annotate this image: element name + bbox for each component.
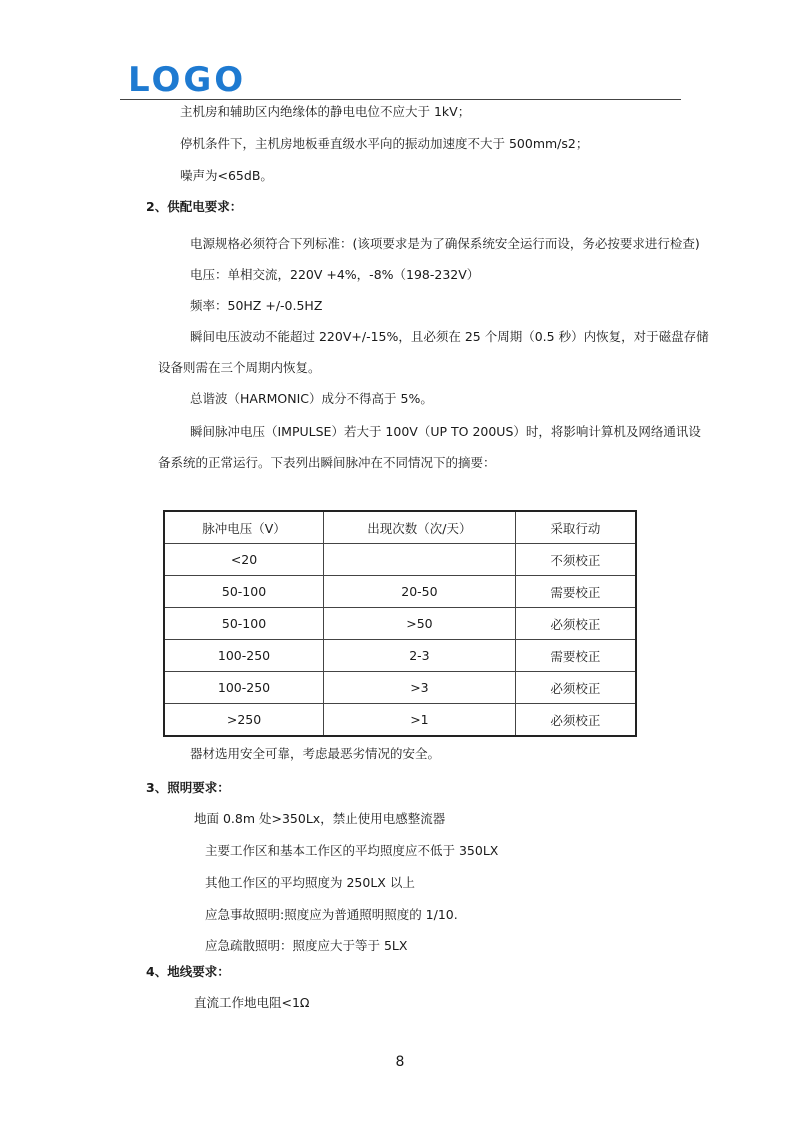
table-row [164,544,636,576]
table-cell: 50-100 [164,608,324,640]
section-heading-lighting: 3、照明要求： [146,780,230,795]
table-cell: 需要校正 [515,640,636,672]
table-row [164,608,636,640]
table-cell: >250 [164,704,324,737]
table-cell: 100-250 [164,640,324,672]
table-cell: <20 [164,544,324,576]
intro-line: 停机条件下，主机房地板垂直级水平向的振动加速度不大于 500mm/s2； [180,136,589,151]
paragraph-line: 电压：单相交流，220V +4%，-8%（198-232V） [190,267,480,282]
header-divider [120,99,681,100]
table-cell: 100-250 [164,672,324,704]
logo: LOGO [128,60,247,100]
table-header-cell: 采取行动 [515,511,636,544]
table-cell: >50 [324,608,516,640]
table-row [164,640,636,672]
table-header-cell: 脉冲电压（V） [164,511,324,544]
table-cell: 2-3 [324,640,516,672]
paragraph-line: 应急事故照明:照度应为普通照明照度的 1/10. [205,907,458,922]
table-cell: >3 [324,672,516,704]
page-number: 8 [395,1054,405,1070]
paragraph-line: 备系统的正常运行。下表列出瞬间脉冲在不同情况下的摘要： [158,455,496,470]
table-cell: 50-100 [164,576,324,608]
pulse-voltage-table [163,510,637,737]
paragraph-line: 主要工作区和基本工作区的平均照度应不低于 350LX [205,843,499,858]
table-cell: 20-50 [324,576,516,608]
table-cell: >1 [324,704,516,737]
paragraph-line: 总谐波（HARMONIC）成分不得高于 5%。 [190,391,433,406]
paragraph-line: 地面 0.8m 处>350Lx，禁止使用电感整流器 [194,811,446,826]
table-row [164,704,636,737]
table-header-row [164,511,636,544]
table-note: 器材选用安全可靠，考虑最恶劣情况的安全。 [190,746,441,761]
table-cell: 需要校正 [515,576,636,608]
table-cell: 必须校正 [515,672,636,704]
paragraph-line: 电源规格必须符合下列标准：(该项要求是为了确保系统安全运行而设，务必按要求进行检查) [190,236,700,251]
paragraph-line: 其他工作区的平均照度为 250LX 以上 [205,875,415,890]
table-cell: 必须校正 [515,608,636,640]
intro-line: 噪声为<65dB。 [180,168,273,183]
table-cell: 必须校正 [515,704,636,737]
section-heading-ground: 4、地线要求： [146,964,230,979]
table-header-cell: 出现次数（次/天） [324,511,516,544]
table-row [164,576,636,608]
paragraph-line: 瞬间电压波动不能超过 220V+/-15%，且必须在 25 个周期（0.5 秒）内恢复，对于磁盘存储 [190,329,709,344]
paragraph-line: 直流工作地电阻<1Ω [194,995,310,1010]
paragraph-line: 设备则需在三个周期内恢复。 [158,360,321,375]
paragraph-line: 频率：50HZ +/-0.5HZ [190,298,323,313]
paragraph-line: 应急疏散照明：照度应大于等于 5LX [205,938,408,953]
table-row [164,672,636,704]
section-heading-power: 2、供配电要求： [146,199,243,214]
intro-line: 主机房和辅助区内绝缘体的静电电位不应大于 1kV； [180,104,471,119]
table-cell [324,544,516,576]
table-cell: 不须校正 [515,544,636,576]
paragraph-line: 瞬间脉冲电压（IMPULSE）若大于 100V（UP TO 200US）时，将影响计算机及网络通讯设 [190,424,701,439]
